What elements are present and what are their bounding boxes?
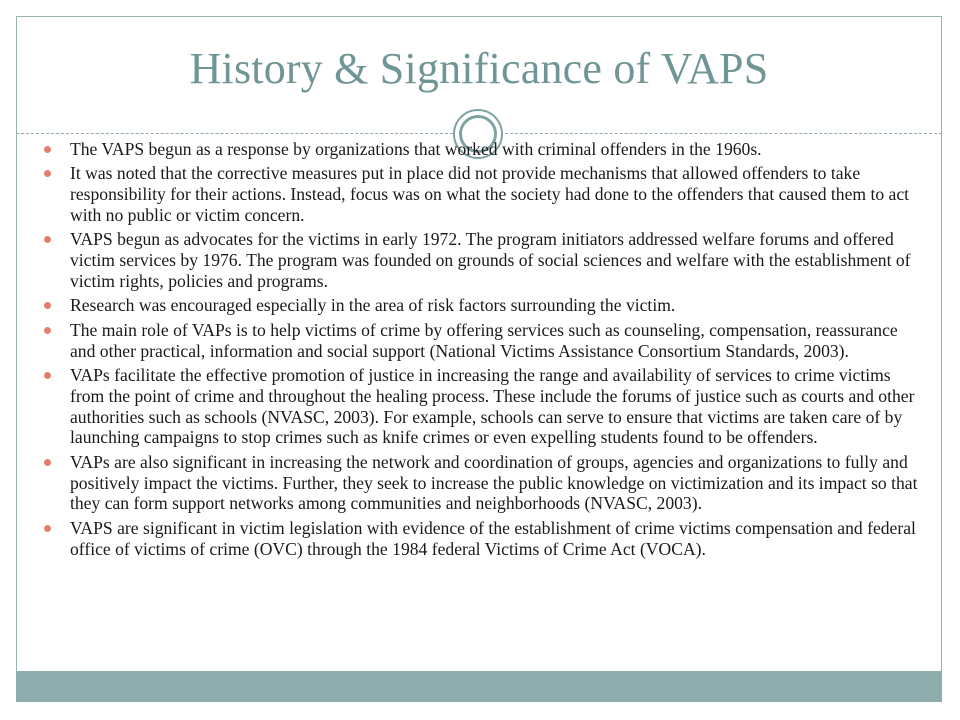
bullet-item: Research was encouraged especially in the area of risk factors surrounding the victim. [44,295,924,316]
bullet-item: The main role of VAPs is to help victims of crime by offering services such as counseling, compensation, reassurance and other practical, information and social support (National Victims Assistance Consortium Standards, 2003). [44,320,924,362]
bullet-item: VAPs facilitate the effective promotion of justice in increasing the range and availability of services to crime victims from the point of crime and throughout the healing process. These include the forums of justice such as courts and other authorities such as schools (NVASC, 2003). For example, schools can serve to ensure that victims are taken care of by launching campaigns to stop crimes such as knife crimes or even expelling students found to be offenders. [44,365,924,448]
footer-bar [16,671,942,702]
bullet-item: The VAPS begun as a response by organizations that worked with criminal offenders in the 1960s. [44,139,924,160]
bullet-item: VAPS begun as advocates for the victims in early 1972. The program initiators addressed welfare forums and offered victim services by 1976. The program was founded on grounds of social sciences and welfare with the establishment of victim rights, policies and programs. [44,229,924,291]
bullet-list [44,139,924,563]
bullet-item: VAPs are also significant in increasing the network and coordination of groups, agencies and organizations to fully and positively impact the victims. Further, they seek to increase the public knowledge on victimization and its impact so that they can form support networks among communities and neighborhoods (NVASC, 2003). [44,452,924,514]
bullet-item: It was noted that the corrective measures put in place did not provide mechanisms that allowed offenders to take responsibility for their actions. Instead, focus was on what the society had done to the offenders that caused them to act with no public or victim concern. [44,163,924,225]
bullet-item: VAPS are significant in victim legislation with evidence of the establishment of crime victims compensation and federal office of victims of crime (OVC) through the 1984 federal Victims of Crime Act (VOCA). [44,518,924,560]
slide-title: History & Significance of VAPS [189,44,769,93]
